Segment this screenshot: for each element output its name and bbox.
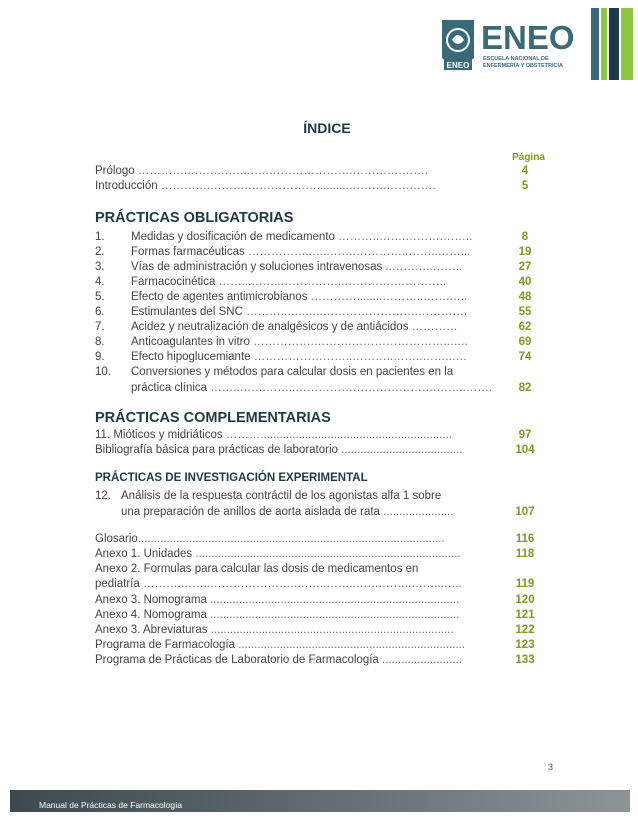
- toc-dots: ...................................................................................: [195, 548, 461, 560]
- toc-label: Anexo 2. Formulas para calcular las dosis de medicamentos en: [95, 563, 419, 575]
- toc-number: 9.: [95, 351, 105, 363]
- toc-page: 82: [518, 382, 532, 394]
- toc-label: una preparación de anillos de aorta aislada de rata: [121, 506, 380, 518]
- toc-dots: ......................: [383, 506, 454, 518]
- toc-dots: ………..…..…..…………………….………….: [246, 306, 468, 318]
- toc-dots: ……….……..…………………..……..……..…….……..……...…..: [142, 578, 462, 590]
- toc-number: 6.: [95, 306, 105, 318]
- toc-entry[interactable]: [95, 547, 545, 562]
- toc-page: 27: [518, 261, 532, 273]
- toc-entry-prologo[interactable]: [95, 164, 545, 179]
- toc-dots: ………..…….……….……..: [338, 231, 473, 243]
- toc-page: 69: [518, 336, 532, 348]
- toc-entry[interactable]: [95, 305, 545, 320]
- toc-dots: …………: [411, 321, 458, 333]
- toc-dots: ………............................................................: [225, 429, 453, 441]
- toc-entry[interactable]: [95, 260, 545, 275]
- toc-dots: ............................................................................: [210, 624, 454, 636]
- toc-entry[interactable]: [95, 335, 545, 350]
- toc-number: 7.: [95, 321, 105, 333]
- toc-entry[interactable]: [95, 489, 545, 504]
- toc-label: Vías de administración y soluciones intravenosas: [131, 261, 383, 273]
- toc-page: 122: [515, 624, 535, 636]
- toc-entry-introduccion[interactable]: [95, 179, 545, 194]
- toc-page: 4: [521, 165, 529, 177]
- toc-label: Formas farmacéuticas: [131, 246, 245, 258]
- toc-page: 5: [521, 180, 529, 192]
- toc-page: 74: [518, 351, 532, 363]
- toc-page: 116: [515, 533, 535, 545]
- toc-entry-continuation[interactable]: [95, 577, 545, 592]
- toc-entry[interactable]: [95, 653, 545, 668]
- toc-entry[interactable]: [95, 320, 545, 335]
- emblem-text: ENEO: [446, 61, 470, 70]
- toc-label: Efecto hipoglucemiante: [131, 351, 251, 363]
- footer-bar: [10, 790, 630, 812]
- footer-text: Manual de Prácticas de Farmacología: [39, 800, 183, 810]
- toc-label: Farmacocinética: [131, 276, 216, 288]
- toc-dots: ......................................: [341, 444, 463, 456]
- toc-dots: ..............................................................................: [210, 594, 460, 606]
- toc-label: Programa de Farmacología: [95, 639, 235, 651]
- toc-entry[interactable]: [95, 350, 545, 365]
- toc-page: 104: [515, 444, 535, 456]
- toc-number: 8.: [95, 336, 105, 348]
- toc-label: Programa de Prácticas de Laboratorio de Farmacología: [95, 654, 379, 666]
- toc-entry-glosario[interactable]: [95, 532, 545, 547]
- toc-page: 123: [515, 639, 535, 651]
- toc-dots: ……………………..………..……..……..….: [253, 351, 467, 363]
- toc-number: 4.: [95, 276, 105, 288]
- logo-color-bars: [591, 8, 633, 80]
- toc-page: 48: [518, 291, 532, 303]
- toc-dots: ................................................................................................: [137, 533, 445, 545]
- toc-label: Conversiones y métodos para calcular dosis en pacientes en la: [131, 366, 454, 378]
- toc-number: 1.: [95, 231, 105, 243]
- toc-label: Anticoagulantes in vitro: [131, 336, 250, 348]
- toc-page: 62: [518, 321, 532, 333]
- toc-label: Medidas y dosificación de medicamento: [131, 231, 335, 243]
- toc-dots: ……..…….……..……………………………….……..…….: [210, 382, 493, 394]
- toc-dots: …………….……….……………………..…..: [253, 336, 468, 348]
- toc-dots: .........................: [382, 654, 462, 666]
- logo-word: ENEO: [481, 19, 575, 56]
- toc-entry[interactable]: [95, 593, 545, 608]
- toc-label: 11. Mióticos y midriáticos: [95, 429, 223, 441]
- toc-label: Efecto de agentes antimicrobianos: [131, 291, 308, 303]
- toc-dots: ..............................................................................: [210, 609, 460, 621]
- toc-page: 119: [515, 578, 535, 590]
- toc-page: 19: [518, 246, 532, 258]
- toc-page: 120: [515, 594, 535, 606]
- toc-label: Análisis de la respuesta contráctil de los agonistas alfa 1 sobre: [121, 490, 442, 502]
- toc-label: Bibliografía básica para prácticas de laboratorio: [95, 444, 338, 456]
- toc-page: 40: [518, 276, 532, 288]
- toc-entry[interactable]: [95, 638, 545, 653]
- toc-label: Prólogo: [95, 165, 135, 177]
- logo-subtitle-1: ESCUELA NACIONAL DE: [483, 56, 549, 62]
- page-title: ÍNDICE: [303, 120, 351, 136]
- toc-entry[interactable]: [95, 230, 545, 245]
- eneo-emblem-icon: [438, 18, 478, 74]
- toc-dots: ………….…….…….….….………………….………….…….: [137, 165, 428, 177]
- page-number: 3: [548, 762, 554, 772]
- toc-entry[interactable]: [95, 290, 545, 305]
- section-title-investigacion: PRÁCTICAS DE INVESTIGACIÓN EXPERIMENTAL: [95, 472, 368, 484]
- toc-label: Acidez y neutralización de analgésicos y de antiácidos: [131, 321, 409, 333]
- toc-number: 10.: [95, 366, 111, 378]
- toc-page: 55: [518, 306, 532, 318]
- toc-label: Anexo 4. Nomograma: [95, 609, 207, 621]
- toc-entry[interactable]: [95, 245, 545, 260]
- toc-number: 12.: [95, 490, 111, 502]
- toc-entry[interactable]: [95, 428, 545, 443]
- toc-entry[interactable]: [95, 608, 545, 623]
- toc-label: Introducción: [95, 180, 158, 192]
- toc-entry-continuation[interactable]: [95, 505, 545, 520]
- toc-label: Anexo 3. Nomograma: [95, 594, 207, 606]
- toc-dots: ………….……….………………..........……….………….: [160, 180, 436, 192]
- toc-label: Anexo 3. Abreviaturas: [95, 624, 208, 636]
- toc-label: práctica clínica: [131, 382, 208, 394]
- page-column-header: Página: [512, 152, 545, 163]
- toc-dots: …………........………..…….…..: [310, 291, 468, 303]
- toc-page: 121: [515, 609, 535, 621]
- toc-page: 133: [515, 654, 535, 666]
- toc-page: 8: [521, 231, 529, 243]
- toc-entry[interactable]: [95, 623, 545, 638]
- toc-page: 118: [515, 548, 535, 560]
- toc-dots: ……...……..……………..………….…………..: [218, 276, 447, 288]
- toc-number: 2.: [95, 246, 105, 258]
- toc-page: 97: [518, 429, 532, 441]
- eneo-logo: [428, 8, 633, 80]
- toc-entry-continuation[interactable]: [95, 381, 545, 396]
- toc-label: Glosario: [95, 533, 138, 545]
- logo-subtitle-2: ENFERMERÍA Y OBSTETRICIA: [483, 63, 563, 69]
- section-title-obligatorias: PRÁCTICAS OBLIGATORIAS: [95, 210, 294, 226]
- toc-label: Estimulantes del SNC: [131, 306, 243, 318]
- toc-number: 3.: [95, 261, 105, 273]
- toc-page: 107: [515, 506, 535, 518]
- toc-number: 5.: [95, 291, 105, 303]
- toc-label: pediatría: [95, 578, 140, 590]
- toc-entry[interactable]: [95, 275, 545, 290]
- toc-entry[interactable]: [95, 562, 545, 577]
- toc-label: Anexo 1. Unidades: [95, 548, 193, 560]
- toc-dots: ……………..…..…….…………..……..……...: [247, 246, 471, 258]
- toc-dots: .......................................................................: [238, 639, 466, 651]
- section-title-complementarias: PRÁCTICAS COMPLEMENTARIAS: [95, 410, 331, 426]
- toc-entry[interactable]: [95, 365, 545, 380]
- toc-entry[interactable]: [95, 443, 545, 458]
- toc-dots: ..………..……..: [385, 261, 463, 273]
